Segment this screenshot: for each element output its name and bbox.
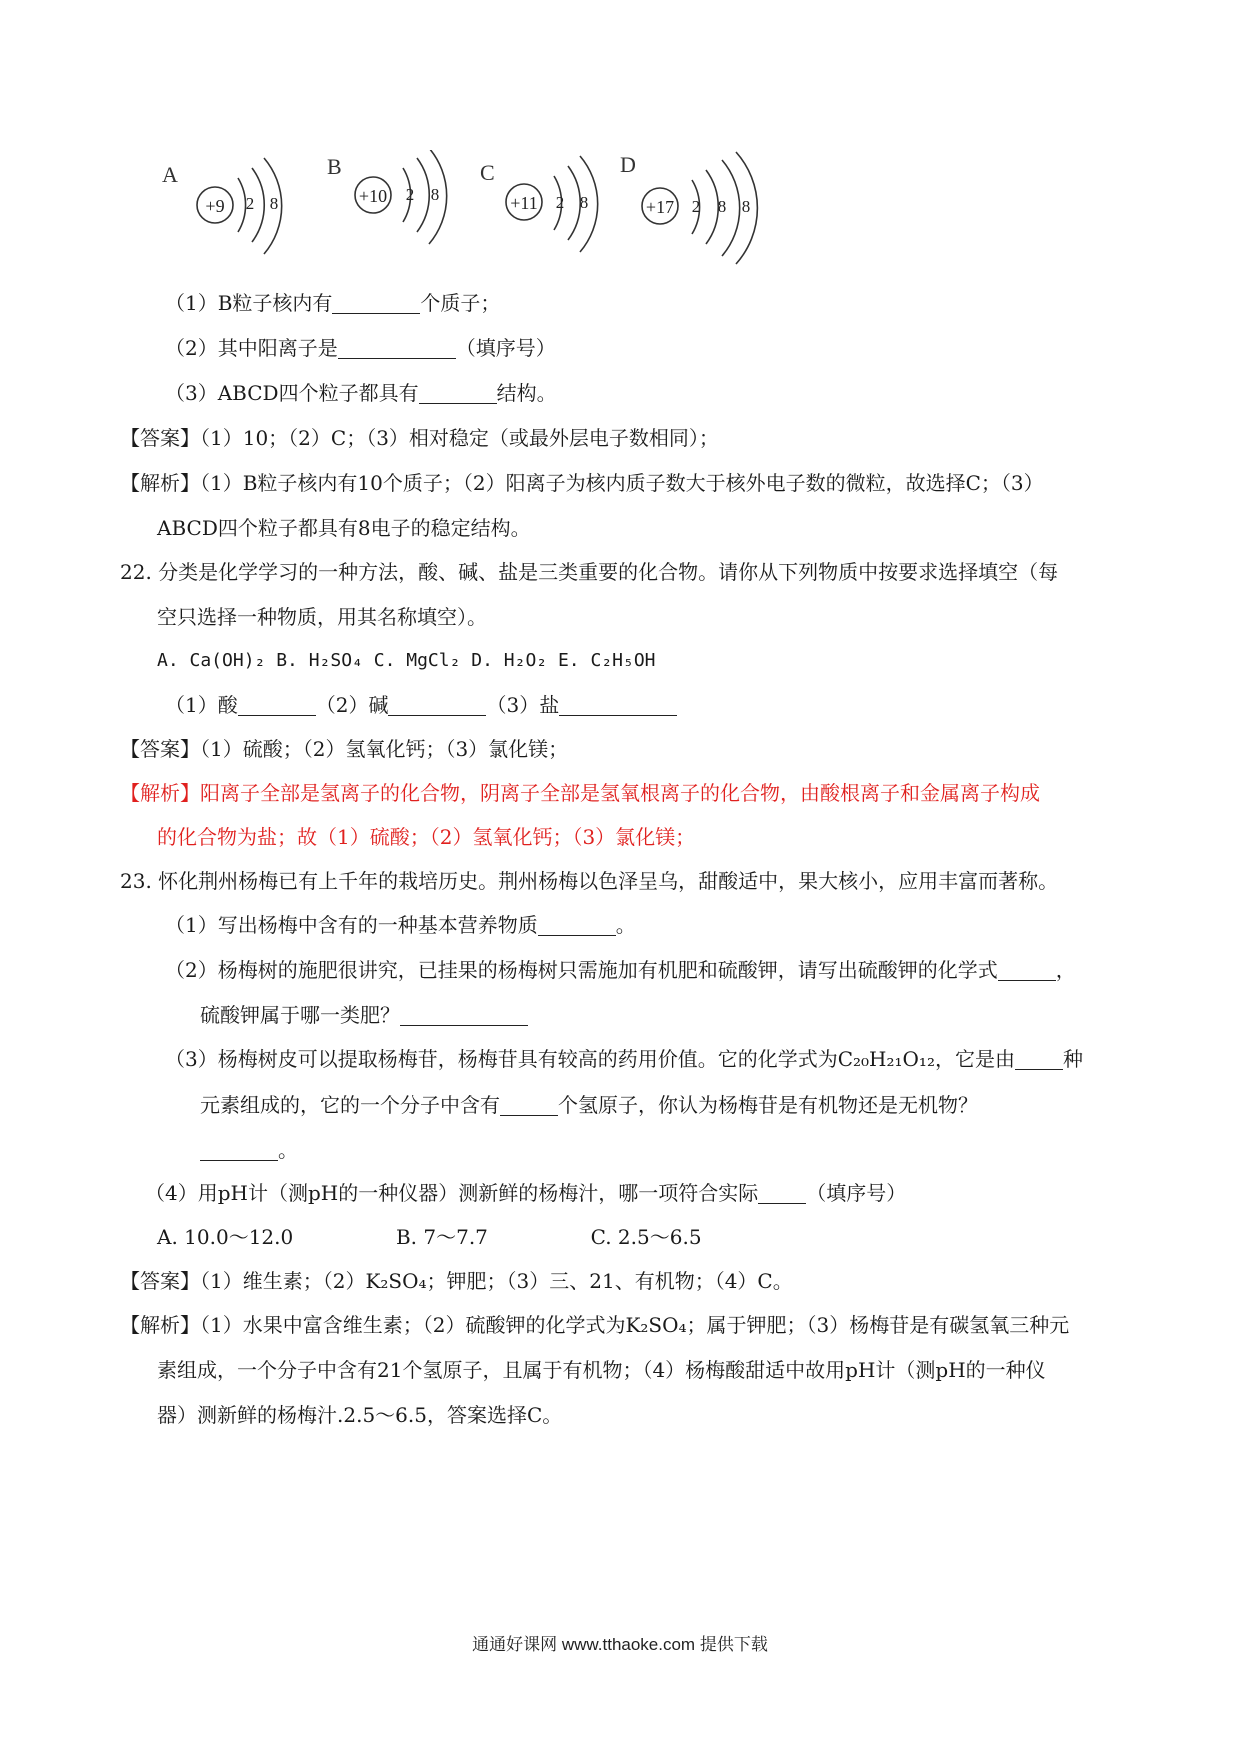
q23-option-a: A. 10.0～12.0 xyxy=(157,1225,294,1249)
shell-count: 2 xyxy=(405,185,415,204)
answer-tag: 【答案】 xyxy=(120,737,200,761)
q23-blank-1[interactable] xyxy=(538,913,616,936)
q21-answer-text: （1）10；（2）C；（3）相对稳定（或最外层电子数相同）； xyxy=(200,426,719,450)
q21-part2-text: （2）其中阳离子是 xyxy=(165,336,338,360)
atom-a xyxy=(160,150,330,310)
q23-answer-text: （1）维生素；（2）K₂SO₄；钾肥；（3）三、21、有机物；（4）C。 xyxy=(200,1269,793,1293)
q23-part2 xyxy=(165,955,1076,985)
q23-part3c xyxy=(200,1135,298,1165)
nucleus-charge: +11 xyxy=(510,193,538,213)
q23-analysis-line3: 器）测新鲜的杨梅汁.2.5～6.5，答案选择C。 xyxy=(157,1403,563,1427)
shell-count: 8 xyxy=(741,197,751,216)
q23-blank-2b[interactable] xyxy=(400,1003,528,1026)
q21-part3 xyxy=(165,378,557,408)
q22-answer xyxy=(120,734,568,764)
q22-analysis-line1 xyxy=(120,778,1040,808)
q22-blank-base[interactable] xyxy=(388,693,486,716)
q22-analysis-text: 阳离子全部是氢离子的化合物，阴离子全部是氢氧根离子的化合物，由酸根离子和金属离子构成 xyxy=(200,781,1040,805)
q23-analysis-line1 xyxy=(120,1310,1069,1340)
q23-part2b xyxy=(200,1000,528,1030)
q23-option-c: C. 2.5～6.5 xyxy=(590,1225,702,1249)
q22-parts xyxy=(165,690,677,720)
q23-options xyxy=(157,1222,702,1252)
atom-b xyxy=(325,150,495,310)
q23-blank-3c[interactable] xyxy=(200,1138,278,1161)
q22-part1: （1）酸 xyxy=(165,693,238,717)
q23-part3-suffix: 种 xyxy=(1062,1047,1083,1071)
atom-letter: B xyxy=(327,154,342,179)
nucleus-charge: +17 xyxy=(645,197,675,217)
atom-d-diagram xyxy=(618,150,818,310)
shell-count: 2 xyxy=(555,193,565,212)
q21-part1-suffix: 个质子； xyxy=(420,291,501,315)
q23-part4-suffix: （填序号） xyxy=(806,1181,907,1205)
q21-part3-suffix: 结构。 xyxy=(496,381,557,405)
q23-part2b-text: 硫酸钾属于哪一类肥？ xyxy=(200,1003,400,1027)
shell-count: 2 xyxy=(691,197,701,216)
q23-part3 xyxy=(165,1044,1083,1074)
shell-count: 2 xyxy=(245,194,255,213)
q23-part2-text: （2）杨梅树的施肥很讲究，已挂果的杨梅树只需施加有机肥和硫酸钾，请写出硫酸钾的化学式 xyxy=(165,958,998,982)
q22-analysis-line2: 的化合物为盐；故（1）硫酸；（2）氢氧化钙；（3）氯化镁； xyxy=(157,825,696,849)
q22-options: A. Ca(OH)₂ B. H₂SO₄ C. MgCl₂ D. H₂O₂ E. C₂H₅OH xyxy=(157,650,656,671)
q23-option-b: B. 7～7.7 xyxy=(395,1225,488,1249)
q22-answer-text: （1）硫酸；（2）氢氧化钙；（3）氯化镁； xyxy=(200,737,569,761)
q23-part2-suffix: ， xyxy=(1055,958,1076,982)
q23-blank-4[interactable] xyxy=(758,1181,806,1204)
q23-answer xyxy=(120,1266,793,1296)
q21-part1 xyxy=(165,288,500,318)
q23-blank-3a[interactable] xyxy=(1015,1047,1063,1070)
q23-blank-2a[interactable] xyxy=(998,958,1056,981)
q22-blank-salt[interactable] xyxy=(559,693,677,716)
atom-letter: C xyxy=(480,160,495,185)
answer-tag: 【答案】 xyxy=(120,1269,200,1293)
shell-count: 8 xyxy=(717,197,727,216)
shell-count: 8 xyxy=(579,193,589,212)
shell-count: 8 xyxy=(269,194,279,213)
q23-part3b xyxy=(200,1090,978,1120)
q21-answer xyxy=(120,423,719,453)
q23-analysis-text: （1）水果中富含维生素；（2）硫酸钾的化学式为K₂SO₄；属于钾肥；（3）杨梅苷是有碳氢氧三种元 xyxy=(200,1313,1070,1337)
q21-analysis-line1 xyxy=(120,468,1044,498)
atom-diagrams xyxy=(160,150,880,310)
atom-a-diagram xyxy=(160,150,330,310)
analysis-tag: 【解析】 xyxy=(120,1313,200,1337)
q21-blank-1[interactable] xyxy=(332,291,420,314)
q21-part1-text: （1）B粒子核内有 xyxy=(165,291,333,315)
q23-part3b-suffix: 个氢原子，你认为杨梅苷是有机物还是无机物？ xyxy=(558,1093,978,1117)
atom-b-diagram xyxy=(325,150,495,310)
nucleus-charge: +9 xyxy=(205,196,225,216)
q21-part3-text: （3）ABCD四个粒子都具有 xyxy=(165,381,419,405)
q22-part3: （3）盐 xyxy=(486,693,560,717)
atom-letter: A xyxy=(162,162,178,187)
q22-blank-acid[interactable] xyxy=(238,693,316,716)
analysis-tag: 【解析】 xyxy=(120,471,200,495)
q22-stem-line1: 22. 分类是化学学习的一种方法，酸、碱、盐是三类重要的化合物。请你从下列物质中按要求选择填空（每 xyxy=(120,560,1059,584)
q23-part3c-suffix: 。 xyxy=(278,1138,298,1162)
q23-stem: 23. 怀化荆州杨梅已有上千年的栽培历史。荆州杨梅以色泽呈乌，甜酸适中，果大核小，应用丰富而著称。 xyxy=(120,869,1059,893)
page-footer: 通通好课网 www.tthaoke.com 提供下载 xyxy=(472,1635,768,1654)
q21-part2 xyxy=(165,333,556,363)
q23-part4-text: （4）用pH计（测pH的一种仪器）测新鲜的杨梅汁，哪一项符合实际 xyxy=(145,1181,759,1205)
q23-part1 xyxy=(165,910,636,940)
q21-analysis-text: （1）B粒子核内有10个质子；（2）阳离子为核内质子数大于核外电子数的微粒，故选择C；（3） xyxy=(200,471,1044,495)
nucleus-charge: +10 xyxy=(358,186,388,206)
atom-letter: D xyxy=(620,152,636,177)
q23-part4 xyxy=(145,1178,906,1208)
atom-d xyxy=(618,150,818,310)
q23-part3-text: （3）杨梅树皮可以提取杨梅苷，杨梅苷具有较高的药用价值。它的化学式为C₂₀H₂₁O₁₂，它是由 xyxy=(165,1047,1015,1071)
q21-blank-2[interactable] xyxy=(338,336,456,359)
q23-part3b-text: 元素组成的，它的一个分子中含有 xyxy=(200,1093,500,1117)
q21-part2-suffix: （填序号） xyxy=(455,336,556,360)
q22-stem-line2: 空只选择一种物质，用其名称填空）。 xyxy=(157,605,487,629)
answer-tag: 【答案】 xyxy=(120,426,200,450)
q21-analysis-line2: ABCD四个粒子都具有8电子的稳定结构。 xyxy=(157,516,531,540)
shell-count: 8 xyxy=(430,185,440,204)
q23-part1-text: （1）写出杨梅中含有的一种基本营养物质 xyxy=(165,913,538,937)
q23-blank-3b[interactable] xyxy=(500,1093,558,1116)
q21-blank-3[interactable] xyxy=(419,381,497,404)
q23-part1-suffix: 。 xyxy=(615,913,636,937)
q23-analysis-line2: 素组成，一个分子中含有21个氢原子，且属于有机物；（4）杨梅酸甜适中故用pH计（测pH的一种仪 xyxy=(157,1358,1046,1382)
q22-part2: （2）碱 xyxy=(315,693,389,717)
analysis-tag: 【解析】 xyxy=(120,781,200,805)
